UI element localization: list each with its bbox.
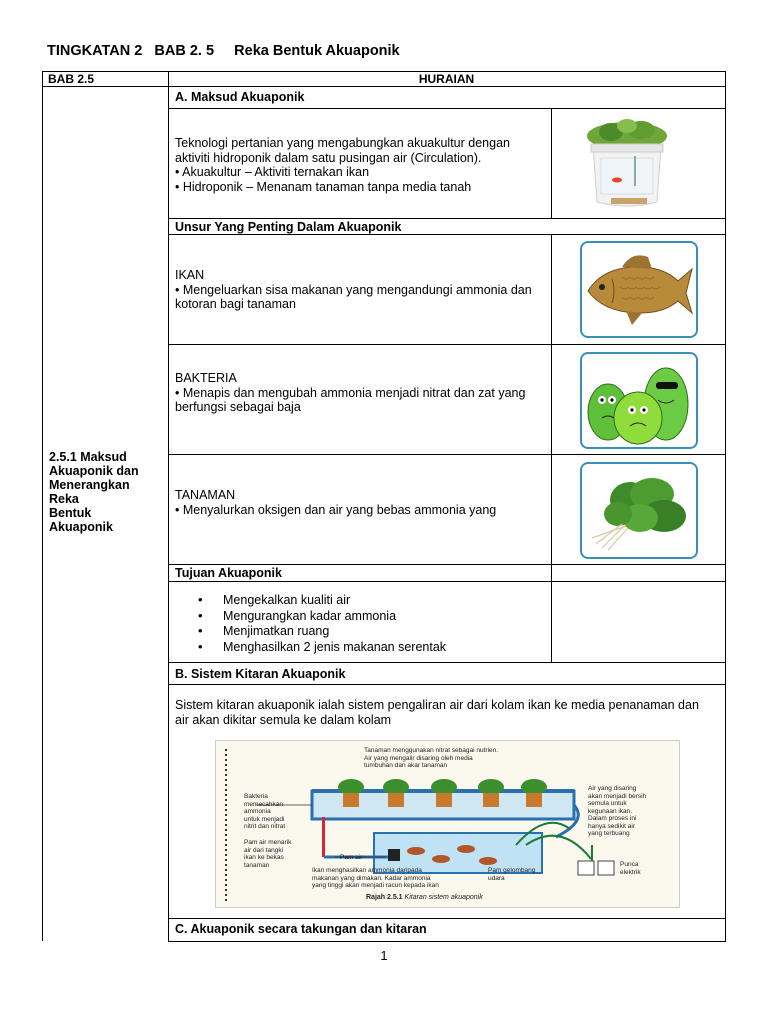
diagram-pump-line: tanaman bbox=[244, 861, 270, 869]
diagram-pump-label bbox=[244, 839, 291, 869]
diagram-left-line: Bakteria bbox=[244, 793, 268, 800]
diagram-left-label bbox=[244, 793, 285, 831]
diagram-pump-line: Pam air menarik bbox=[244, 839, 292, 846]
diagram-right-line: hanya sedikit air bbox=[588, 822, 635, 830]
diagram-pam-air-label: Pam air bbox=[340, 854, 363, 861]
ikan-text bbox=[175, 268, 532, 312]
diagram-air-pump-line: udara bbox=[488, 874, 505, 882]
section-a-line: aktiviti hidroponik dalam satu pusingan air (Circulation). bbox=[175, 150, 482, 165]
tujuan-item: • Menghasilkan 2 jenis makanan serentak bbox=[175, 640, 545, 656]
diagram-power-line: elektrik bbox=[620, 868, 641, 876]
diagram-right-label bbox=[588, 785, 646, 838]
diagram-caption bbox=[366, 894, 483, 901]
diagram-left-line: memecahkan bbox=[244, 800, 284, 808]
bakteria-line: • Menapis dan mengubah ammonia menjadi nitrat dan zat yang bbox=[175, 385, 526, 400]
tanaman-text bbox=[175, 488, 496, 517]
aquaponic-tank-image bbox=[581, 116, 673, 212]
section-b-line: Sistem kitaran akuaponik ialah sistem pengaliran air dari kolam ikan ke media penanaman dan bbox=[175, 698, 699, 712]
diagram-caption-text: Kitaran sistem akuaponik bbox=[404, 894, 483, 901]
diagram-top-line: tumbuhan dan akar tanaman bbox=[364, 762, 448, 769]
section-a-title: A. Maksud Akuaponik bbox=[175, 90, 305, 104]
diagram-caption-prefix: Rajah 2.5.1 bbox=[366, 894, 403, 901]
tujuan-item: • Mengekalkan kualiti air bbox=[175, 593, 545, 609]
diagram-power-line: Punca bbox=[620, 861, 639, 868]
page-title: TINGKATAN 2 BAB 2. 5 Reka Bentuk Akuaponik bbox=[47, 43, 400, 59]
diagram-right-line: Dalam proses ini bbox=[588, 815, 637, 822]
diagram-fish-label bbox=[312, 867, 439, 890]
page-number: 1 bbox=[380, 948, 388, 963]
bacteria-image bbox=[580, 352, 698, 449]
ikan-line: • Mengeluarkan sisa makanan yang mengandungi ammonia dan bbox=[175, 282, 532, 297]
ikan-line: kotoran bagi tanaman bbox=[175, 297, 296, 311]
section-a-line: • Akuakultur – Aktiviti ternakan ikan bbox=[175, 165, 370, 179]
diagram-fish-line: makanan yang dimakan. Kadar ammonia bbox=[312, 874, 431, 882]
diagram-air-pump-label bbox=[488, 867, 535, 882]
diagram-top-line: Tanaman menggunakan nitrat sebagai nutrien. bbox=[364, 747, 499, 754]
diagram-pump-line: air dari tangki bbox=[244, 846, 284, 854]
diagram-right-line: akan menjadi bersih bbox=[588, 792, 647, 800]
section-a-line: • Hidroponik – Menanam tanaman tanpa media tanah bbox=[175, 179, 472, 194]
diagram-pump-line: ikan ke bekas bbox=[244, 854, 284, 861]
tanaman-label: TANAMAN bbox=[175, 488, 236, 502]
col-header-bab: BAB 2.5 bbox=[48, 72, 95, 86]
diagram-left-line: nitrit dan nitrat bbox=[244, 823, 286, 830]
diagram-power-label bbox=[620, 861, 641, 876]
diagram-top-line: Air yang mengalir disaring oleh media bbox=[364, 754, 473, 762]
bakteria-text bbox=[175, 371, 525, 415]
section-a-text bbox=[175, 136, 510, 194]
fish-image bbox=[580, 241, 698, 338]
tujuan-item: • Menjimatkan ruang bbox=[175, 624, 545, 640]
tujuan-title: Tujuan Akuaponik bbox=[175, 566, 282, 580]
bakteria-line: berfungsi sebagai baja bbox=[175, 400, 301, 414]
section-b-text bbox=[175, 698, 699, 727]
diagram-left-line: ammonia bbox=[244, 808, 271, 815]
ikan-label: IKAN bbox=[175, 268, 205, 282]
spinach-image bbox=[580, 462, 698, 559]
diagram-top-label bbox=[364, 747, 498, 770]
diagram-right-line: kegunaan ikan. bbox=[588, 807, 633, 815]
section-a-line: Teknologi pertanian yang mengabungkan akuakultur dengan bbox=[175, 136, 510, 150]
diagram-fish-line: Ikan menghasilkan ammonia daripada bbox=[312, 867, 422, 874]
diagram-right-line: yang terbuang bbox=[588, 830, 630, 837]
tujuan-list bbox=[175, 593, 545, 655]
unsur-title: Unsur Yang Penting Dalam Akuaponik bbox=[175, 220, 402, 234]
bakteria-label: BAKTERIA bbox=[175, 371, 237, 385]
diagram-fish-line: yang tinggi akan menjadi racun kepada ikan bbox=[312, 882, 439, 889]
section-c-title: C. Akuaponik secara takungan dan kitaran bbox=[175, 922, 427, 936]
col-header-huraian: HURAIAN bbox=[418, 72, 475, 86]
section-b-line: air akan dikitar semula ke dalam kolam bbox=[175, 712, 392, 727]
section-b-title: B. Sistem Kitaran Akuaponik bbox=[175, 667, 346, 681]
aquaponic-cycle-diagram bbox=[215, 740, 680, 908]
tujuan-item: • Mengurangkan kadar ammonia bbox=[175, 609, 545, 625]
tanaman-line: • Menyalurkan oksigen dan air yang bebas ammonia yang bbox=[175, 502, 497, 517]
diagram-left-line: untuk menjadi bbox=[244, 815, 285, 823]
side-label: 2.5.1 Maksud Akuaponik dan Menerangkan Reka Bentuk Akuaponik bbox=[49, 450, 139, 534]
diagram-right-line: Air yang disaring bbox=[588, 785, 637, 792]
diagram-right-line: semula untuk bbox=[588, 800, 627, 807]
diagram-air-pump-line: Pam gelombang bbox=[488, 867, 536, 874]
